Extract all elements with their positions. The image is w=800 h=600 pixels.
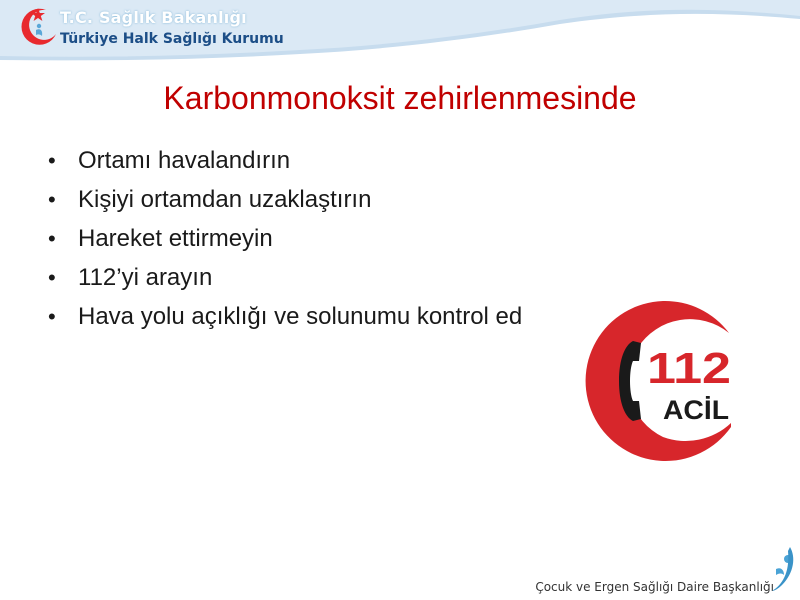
list-item bbox=[48, 184, 566, 223]
ministry-crescent-star-logo bbox=[16, 4, 60, 48]
bullet-list bbox=[48, 145, 566, 340]
bullet-icon: • bbox=[48, 304, 56, 329]
bullet-icon: • bbox=[48, 148, 56, 173]
bullet-text: Kişiyi ortamdan uzaklaştırın bbox=[78, 186, 372, 213]
bullet-text: Ortamı havalandırın bbox=[78, 147, 291, 174]
list-item bbox=[48, 301, 566, 340]
list-item bbox=[48, 223, 566, 262]
bullet-text: Hareket ettirmeyin bbox=[78, 225, 273, 252]
bullet-icon: • bbox=[48, 226, 56, 251]
bullet-text: 112’yi arayın bbox=[78, 264, 213, 291]
footer-department-name: Çocuk ve Ergen Sağlığı Daire Başkanlığı bbox=[535, 580, 774, 594]
list-item bbox=[48, 145, 566, 184]
emergency-number: 112 bbox=[647, 344, 731, 393]
bullet-text: Hava yolu açıklığı ve solunumu kontrol ed bbox=[78, 303, 523, 330]
bullet-icon: • bbox=[48, 187, 56, 212]
slide-title: Karbonmonoksit zehirlenmesinde bbox=[163, 80, 637, 116]
figure-swoosh-icon bbox=[770, 545, 796, 593]
list-item bbox=[48, 262, 566, 301]
emergency-label: ACİL bbox=[663, 395, 729, 425]
ministry-name: T.C. Sağlık Bakanlığı bbox=[60, 8, 247, 27]
emergency-112-logo bbox=[581, 297, 741, 463]
bullet-icon: • bbox=[48, 265, 56, 290]
institution-name: Türkiye Halk Sağlığı Kurumu bbox=[60, 31, 284, 47]
